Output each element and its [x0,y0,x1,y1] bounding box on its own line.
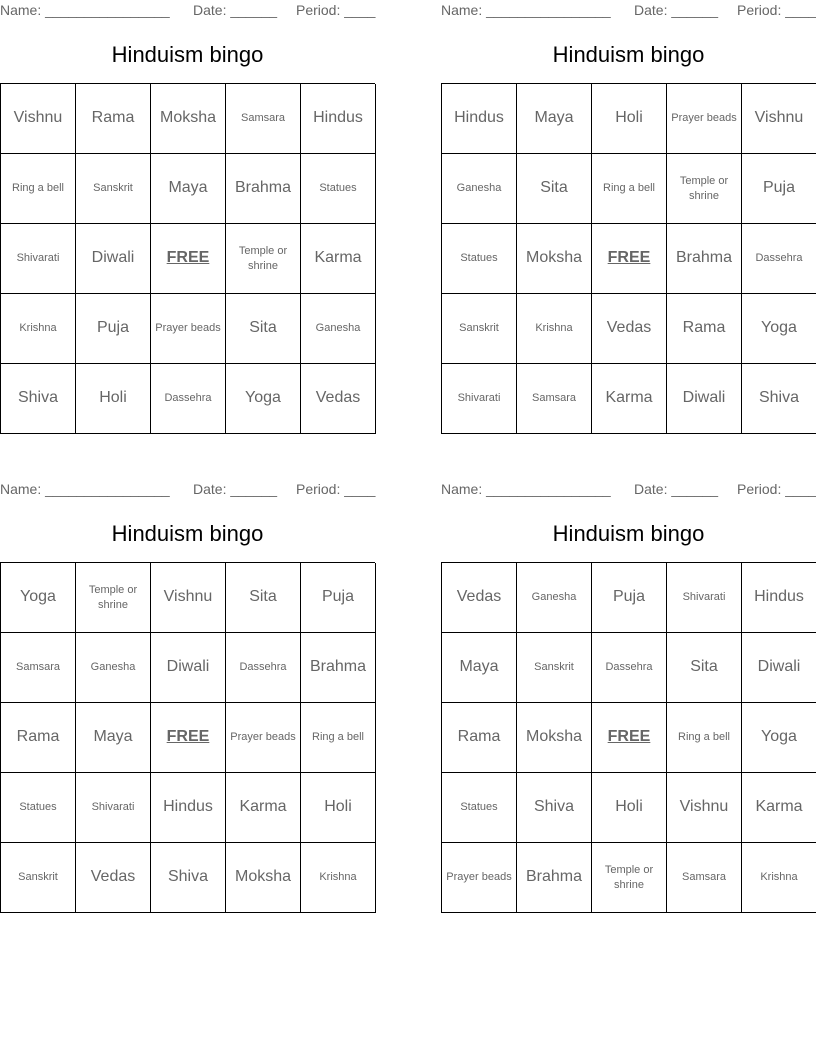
bingo-cell [301,703,376,773]
card-title: Hinduism bingo [111,521,264,546]
cell-text: Vedas [456,588,502,606]
bingo-cell [226,563,301,633]
cell-text: Brahma [234,179,292,197]
cell-text: Diwali [166,658,210,676]
bingo-cell [76,703,151,773]
period-field: Period: ____ [737,481,816,497]
card-header [441,479,816,501]
cell-text: Vedas [606,319,652,337]
free-space [151,224,226,294]
bingo-cell [76,773,151,843]
cell-text: Ring a bell [678,731,730,744]
date-field: Date: ______ [193,481,278,497]
bingo-cell [1,84,76,154]
cell-text: Vishnu [679,798,729,816]
cell-text: Rama [682,319,726,337]
cell-text: Karma [239,798,287,816]
card-header [441,0,816,22]
bingo-cell [1,364,76,434]
cell-text: FREE [607,728,651,746]
bingo-grid [441,562,816,913]
cell-text: Hindus [754,588,804,606]
bingo-cell [226,843,301,913]
bingo-cell [151,633,226,703]
cell-text: Sanskrit [93,182,133,195]
period-field: Period: ____ [737,2,816,18]
bingo-cell [667,364,742,434]
cell-text: Prayer beads [230,731,296,744]
bingo-cell [76,224,151,294]
bingo-cell [1,154,76,224]
cell-text: Yoga [761,319,797,337]
cell-text: Vishnu [754,109,804,127]
date-field: Date: ______ [634,481,719,497]
bingo-cell [151,773,226,843]
cell-text: Yoga [761,728,797,746]
bingo-cell [517,843,592,913]
bingo-cell [301,84,376,154]
cell-text: Statues [460,801,498,814]
card-header [0,0,375,22]
bingo-cell [76,563,151,633]
cell-text: Holi [615,798,643,816]
cell-text: Sanskrit [18,871,58,884]
cell-text: Brahma [675,249,733,267]
card-title: Hinduism bingo [552,42,705,67]
bingo-cell [517,703,592,773]
bingo-cell [742,703,816,773]
cell-text: Samsara [15,661,61,674]
bingo-cell [226,294,301,364]
cell-text: Shiva [17,389,59,407]
bingo-cell [592,294,667,364]
bingo-cell [442,563,517,633]
cell-text: Temple or shrine [238,245,288,272]
cell-text: Temple or shrine [604,864,654,891]
cell-text: Ganesha [90,661,136,674]
bingo-cell [442,224,517,294]
bingo-cell [742,364,816,434]
bingo-cell [442,703,517,773]
cell-text: Ganesha [531,591,577,604]
bingo-cell [301,843,376,913]
cell-text: Brahma [525,868,583,886]
free-space [151,703,226,773]
cell-text: Temple or shrine [88,584,138,611]
cell-text: Shiva [533,798,575,816]
cell-text: Rama [91,109,135,127]
bingo-cell [1,703,76,773]
cell-text: Karma [755,798,803,816]
bingo-cell [667,224,742,294]
cell-text: Hindus [454,109,504,127]
cell-text: Ring a bell [603,182,655,195]
bingo-cell [667,843,742,913]
period-field: Period: ____ [296,2,376,18]
cell-text: Krishna [19,322,57,335]
cell-text: FREE [166,728,210,746]
bingo-cell [592,843,667,913]
bingo-cell [1,224,76,294]
cell-text: Dassehra [605,661,653,674]
name-field: Name: ________________ [441,2,611,18]
bingo-cell [226,633,301,703]
card-header [0,479,375,501]
cell-text: Vedas [315,389,361,407]
cell-text: Yoga [20,588,56,606]
bingo-cell [76,84,151,154]
cell-text: Prayer beads [155,322,221,335]
cell-text: Ring a bell [12,182,64,195]
bingo-cell [76,364,151,434]
bingo-cell [151,294,226,364]
free-space [592,224,667,294]
bingo-cell [667,84,742,154]
cell-text: Karma [314,249,362,267]
bingo-cell [742,294,816,364]
bingo-cell [76,154,151,224]
cell-text: Shivarati [682,591,726,604]
free-space [592,703,667,773]
bingo-cell [517,294,592,364]
bingo-cell [667,294,742,364]
cell-text: Krishna [319,871,357,884]
cell-text: Maya [93,728,133,746]
bingo-cell [667,703,742,773]
bingo-cell [592,364,667,434]
bingo-cell [1,633,76,703]
cell-text: Maya [459,658,499,676]
cell-text: Brahma [309,658,367,676]
bingo-card-2 [441,0,816,407]
cell-text: Krishna [535,322,573,335]
bingo-grid [0,83,375,434]
bingo-cell [301,773,376,843]
cell-text: Moksha [159,109,217,127]
bingo-grid [0,562,375,913]
cell-text: Sita [540,179,568,197]
cell-text: Prayer beads [446,871,512,884]
bingo-cell [442,633,517,703]
cell-text: Diwali [757,658,801,676]
card-title: Hinduism bingo [552,521,705,546]
cell-text: Vedas [90,868,136,886]
cell-text: Sita [690,658,718,676]
bingo-cell [517,224,592,294]
bingo-cell [517,563,592,633]
cell-text: Puja [96,319,130,337]
bingo-cell [742,154,816,224]
bingo-cell [742,563,816,633]
bingo-cell [742,843,816,913]
cell-text: Puja [612,588,646,606]
bingo-cell [151,154,226,224]
cell-text: Diwali [682,389,726,407]
cell-text: Hindus [163,798,213,816]
bingo-cell [151,563,226,633]
cell-text: Samsara [240,112,286,125]
cell-text: Temple or shrine [679,175,729,202]
bingo-cell [592,84,667,154]
cell-text: FREE [607,249,651,267]
bingo-cell [592,633,667,703]
cell-text: Hindus [313,109,363,127]
cell-text: Holi [615,109,643,127]
cell-text: Krishna [760,871,798,884]
bingo-cell [226,364,301,434]
cell-text: Shiva [758,389,800,407]
cell-text: Sanskrit [459,322,499,335]
bingo-cell [517,773,592,843]
cell-text: Maya [534,109,574,127]
cell-text: Statues [460,252,498,265]
bingo-cell [1,294,76,364]
cell-text: Shivarati [16,252,60,265]
cell-text: Yoga [245,389,281,407]
cell-text: Sita [249,588,277,606]
bingo-card-4 [441,479,816,891]
cell-text: Shivarati [91,801,135,814]
bingo-cell [667,154,742,224]
cell-text: Sita [249,319,277,337]
bingo-cell [151,84,226,154]
bingo-cell [742,773,816,843]
bingo-cell [76,294,151,364]
bingo-cell [517,154,592,224]
bingo-cell [226,773,301,843]
bingo-cell [301,224,376,294]
cell-text: Moksha [525,249,583,267]
bingo-cell [592,773,667,843]
bingo-cell [301,364,376,434]
cell-text: Dassehra [239,661,287,674]
bingo-cell [442,294,517,364]
bingo-cell [517,364,592,434]
cell-text: Moksha [234,868,292,886]
cell-text: Statues [319,182,357,195]
bingo-grid [441,83,816,434]
bingo-cell [301,563,376,633]
cell-text: Puja [762,179,796,197]
cell-text: FREE [166,249,210,267]
bingo-card-3 [0,479,376,886]
bingo-cell [667,563,742,633]
cell-text: Statues [19,801,57,814]
bingo-cell [442,843,517,913]
name-field: Name: ________________ [0,481,170,497]
cell-text: Samsara [531,392,577,405]
cell-text: Rama [457,728,501,746]
bingo-cell [592,563,667,633]
cell-text: Sanskrit [534,661,574,674]
bingo-cell [301,294,376,364]
cell-text: Shivarati [457,392,501,405]
bingo-card-1 [0,0,376,407]
bingo-cell [76,633,151,703]
period-field: Period: ____ [296,481,376,497]
bingo-cell [151,364,226,434]
cell-text: Moksha [525,728,583,746]
cell-text: Samsara [681,871,727,884]
bingo-cell [442,154,517,224]
name-field: Name: ________________ [0,2,170,18]
bingo-cell [1,563,76,633]
cell-text: Ganesha [456,182,502,195]
bingo-cell [517,84,592,154]
bingo-cell [742,224,816,294]
date-field: Date: ______ [634,2,719,18]
bingo-cell [742,84,816,154]
bingo-cell [1,843,76,913]
bingo-cell [592,154,667,224]
bingo-cell [226,224,301,294]
cell-text: Puja [321,588,355,606]
bingo-cell [1,773,76,843]
bingo-cell [151,843,226,913]
bingo-cell [667,633,742,703]
bingo-cell [742,633,816,703]
bingo-cell [301,154,376,224]
cell-text: Vishnu [163,588,213,606]
cell-text: Dassehra [164,392,212,405]
card-title: Hinduism bingo [111,42,264,67]
bingo-cell [517,633,592,703]
cell-text: Karma [605,389,653,407]
cell-text: Prayer beads [671,112,737,125]
cell-text: Maya [168,179,208,197]
bingo-cell [301,633,376,703]
bingo-cell [226,84,301,154]
bingo-cell [226,703,301,773]
bingo-cell [442,773,517,843]
bingo-cell [226,154,301,224]
cell-text: Dassehra [755,252,803,265]
cell-text: Ganesha [315,322,361,335]
cell-text: Diwali [91,249,135,267]
bingo-cell [442,364,517,434]
name-field: Name: ________________ [441,481,611,497]
bingo-cell [442,84,517,154]
date-field: Date: ______ [193,2,278,18]
bingo-cell [667,773,742,843]
cell-text: Ring a bell [312,731,364,744]
cell-text: Holi [324,798,352,816]
cell-text: Holi [99,389,127,407]
cell-text: Vishnu [13,109,63,127]
cell-text: Shiva [167,868,209,886]
bingo-cell [76,843,151,913]
cell-text: Rama [16,728,60,746]
